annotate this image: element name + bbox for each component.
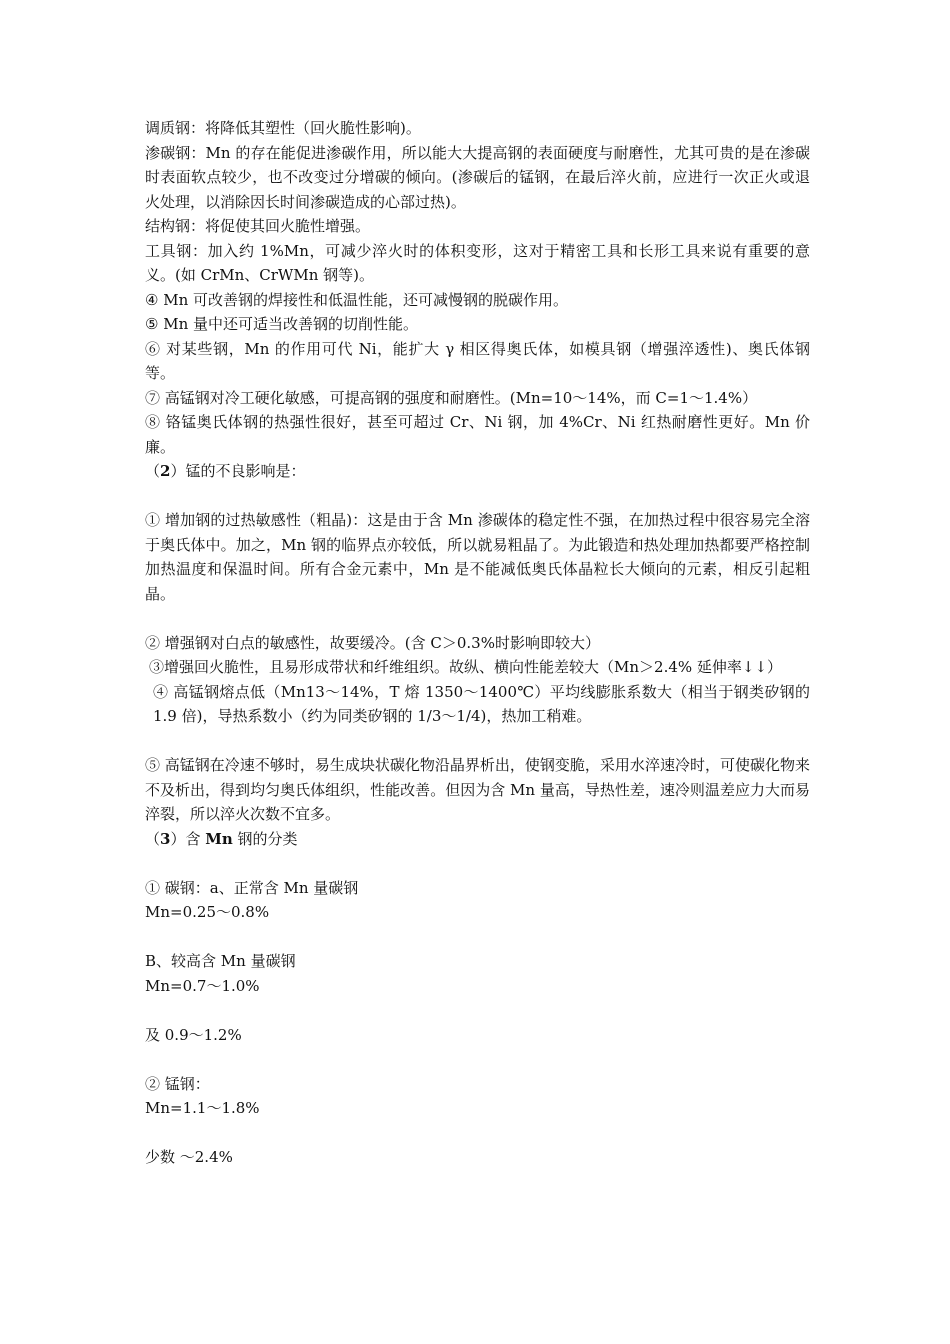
section-heading-2: [145, 459, 810, 484]
paragraph-carburizing-steel: 渗碳钢：Mn 的存在能促进渗碳作用，所以能大大提高钢的表面硬度与耐磨性，尤其可贵的是在渗碳时表面软点较少，也不改变过分增碳的倾向。(渗碳后的锰钢，在最后淬火前，应进行一次正火或退火处理，以消除因长时间渗碳造成的心部过热)。: [145, 143, 810, 211]
classification-value: Mn=0.7～1.0%: [145, 976, 260, 995]
classification-manganese-steel: ② 锰钢：: [145, 1074, 210, 1093]
paragraph-negative-2: ② 增强钢对白点的敏感性，故要缓冷。(含 C＞0.3%时影响即较大）: [145, 633, 600, 652]
paragraph-tool-steel: 工具钢：加入约 1%Mn，可减少淬火时的体积变形，这对于精密工具和长形工具来说有重要的意义。(如 CrMn、CrWMn 钢等)。: [145, 241, 810, 284]
classification-value: 及 0.9～1.2%: [145, 1025, 242, 1044]
heading-text-tail: 钢的分类: [232, 829, 298, 848]
heading-paren-open: （: [145, 462, 161, 480]
classification-carbon-steel: ① 碳钢：a、正常含 Mn 量碳钢: [145, 878, 359, 897]
paragraph-item-8: ⑧ 铬锰奥氏体钢的热强性很好，甚至可超过 Cr、Ni 钢，加 4%Cr、Ni 红热耐磨性更好。Mn 价廉。: [145, 413, 810, 456]
heading-mn: Mn: [205, 829, 233, 848]
heading-number: 3: [160, 829, 171, 848]
blank-line: [145, 1047, 810, 1072]
blank-line: [145, 998, 810, 1023]
classification-value: Mn=0.25～0.8%: [145, 903, 270, 921]
paragraph-item-4: ④ Mn 可改善钢的焊接性和低温性能，还可减慢钢的脱碳作用。: [145, 290, 569, 309]
paragraph-structural-steel: 结构钢：将促使其回火脆性增强。: [145, 217, 371, 235]
document-page: [145, 116, 810, 1170]
blank-line: [145, 1121, 810, 1146]
classification-value: 少数 ～2.4%: [145, 1148, 233, 1166]
paragraph-item-6: ⑥ 对某些钢，Mn 的作用可代 Ni，能扩大 γ 相区得奥氏体，如模具钢（增强淬透性)、奥氏体钢等。: [145, 339, 810, 382]
blank-line: [145, 729, 810, 754]
section-heading-3: [145, 827, 810, 852]
paragraph-negative-5: ⑤ 高锰钢在冷速不够时，易生成块状碳化物沿晶界析出，使钢变脆，采用水淬速冷时，可使碳化物来不及析出，得到均匀奥氏体组织，性能改善。但因为含 Mn 量高，导热性差，速冷则温差应力大而易淬裂，所以淬火次数不宜多。: [145, 756, 810, 823]
blank-line: [145, 484, 810, 509]
paragraph-quenched-tempered-steel: 调质钢：将降低其塑性（回火脆性影响)。: [145, 119, 421, 137]
classification-value: Mn=1.1～1.8%: [145, 1099, 260, 1117]
heading-text: ）锰的不良影响是：: [170, 462, 306, 480]
heading-number: 2: [160, 462, 171, 480]
paragraph-negative-3: ③增强回火脆性，且易形成带状和纤维组织。故纵、横向性能差较大（Mn＞2.4% 延伸率↓↓）: [149, 658, 783, 676]
paragraph-negative-4: ④ 高锰钢熔点低（Mn13～14%，T 熔 1350～1400℃）平均线膨胀系数大（相当于钢类矽钢的 1.9 倍)，导热系数小（约为同类矽钢的 1/3～1/4)，热加工稍难。: [153, 682, 810, 725]
paragraph-item-5: ⑤ Mn 量中还可适当改善钢的切削性能。: [145, 315, 419, 333]
classification-higher-mn: B、较高含 Mn 量碳钢: [145, 952, 296, 970]
heading-text: ）含: [170, 829, 206, 848]
paragraph-item-7: ⑦ 高锰钢对冷工硬化敏感，可提高钢的强度和耐磨性。(Mn=10～14%，而 C=1～1.4%）: [145, 388, 758, 407]
blank-line: [145, 925, 810, 950]
blank-line: [145, 851, 810, 876]
heading-paren-open: （: [145, 829, 161, 848]
blank-line: [145, 606, 810, 631]
paragraph-negative-1: ① 增加钢的过热敏感性（粗晶)：这是由于含 Mn 渗碳体的稳定性不强，在加热过程中很容易完全溶于奥氏体中。加之，Mn 钢的临界点亦较低，所以就易粗晶了。为此锻造和热处理加热都要严格控制加热温度和保温时间。所有合金元素中，Mn 是不能减低奥氏体晶粒长大倾向的元素，相反引起粗晶。: [145, 511, 810, 603]
